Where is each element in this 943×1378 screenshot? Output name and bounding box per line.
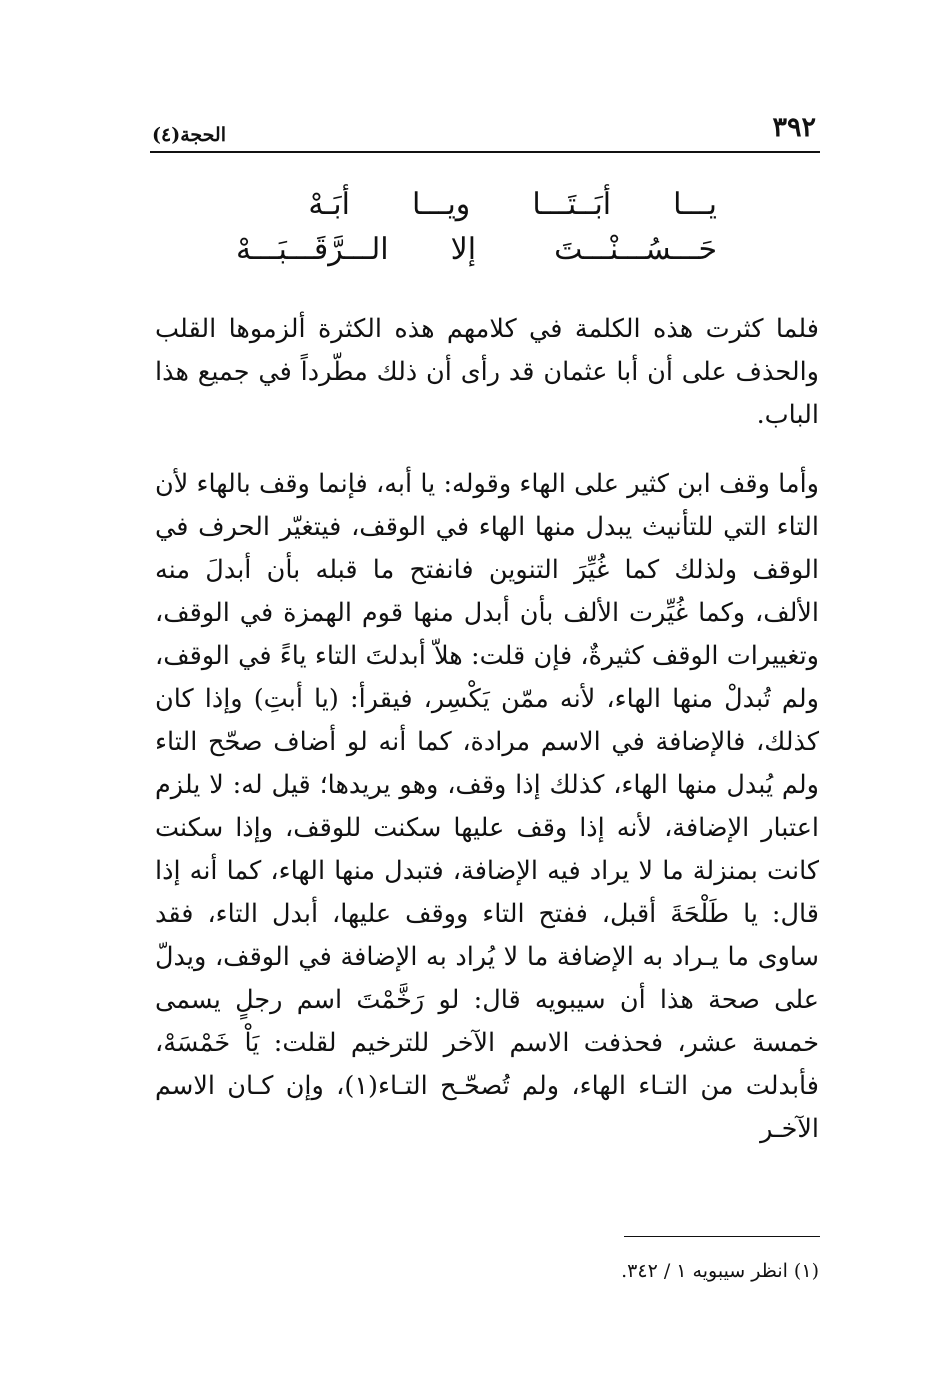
- verse-word: يـــا: [673, 187, 717, 222]
- page-number: ٣٩٢: [772, 112, 816, 143]
- verse-word: أبَـهْ: [308, 187, 350, 222]
- running-title: الحجة(٤): [152, 124, 226, 146]
- verse-line-1: [308, 187, 717, 222]
- body-paragraph: فلما كثرت هذه الكلمة في كلامهم هذه الكثرة ألزموها القلب والحذف على أن أبا عثمان قد رأى أن ذلك مطّرداً في جميع هذا الباب.: [155, 314, 819, 430]
- verse-line-2: [236, 232, 717, 267]
- verse-word: الـــرَّقَـــبَـــهْ: [236, 232, 389, 267]
- body-paragraph: وأما وقف ابن كثير على الهاء وقوله: يا أبه، فإنما وقف بالهاء لأن التاء التي للتأنيث يبدل منها الهاء في الوقف، فيتغيّر الحرف في الوقف ولذلك كما غُيِّرَ التنوين فانفتح ما قبله بأن أبدلَ منه الألف، وكما غُيِّرت الألف بأن أبدل منها قوم الهمزة في الوقف، وتغييرات الوقف كثيرةٌ، فإن قلت: هلاّ أبدلتَ التاء ياءً في الوقف، ولم تُبدلْ منها الهاء، لأنه ممّن يَكْسِر، فيقرأ: (يا أبتِ) وإذا كان كذلك، فالإضافة في الاسم مرادة، كما أنه لو أضاف صحّح التاء ولم يُبدل منها الهاء، كذلك إذا وقف، وهو يريدها؛ قيل له: لا يلزم اعتبار الإضافة، لأنه إذا وقف عليها سكنت للوقف، وإذا سكنت كانت بمنزلة ما لا يراد فيه الإضافة، فتبدل منها الهاء، كما أنه إذا قال: يا طَلْحَةَ أقبل، ففتح التاء ووقف عليها، أبدل التاء، فقد ساوى ما يـراد به الإضافة ما لا يُراد به الإضافة في الوقف، ويدلّ على صحة هذا أن سيبويه قال: لو رَخَّمْتَ اسم رجلٍ يسمى خمسة عشر، فحذفت الاسم الآخر للترخيم لقلت: يَاْ خَمْسَهْ، فأبدلت من التـاء الهاء، ولم تُصحّـح التـاء(١)، وإن كـان الاسم الآخـر: [155, 469, 819, 1144]
- verse-word: أبَــتَـــا: [532, 187, 612, 222]
- header-divider: [150, 151, 820, 153]
- verse-word: إلا: [450, 232, 477, 267]
- footnote-divider: [624, 1236, 820, 1237]
- verse-word: حَـــسُـــنْـــتَ: [554, 232, 717, 267]
- footnote: (١) انظر سيبويه ١ / ٣٤٢.: [621, 1260, 819, 1282]
- verse-word: ويـــا: [411, 187, 471, 222]
